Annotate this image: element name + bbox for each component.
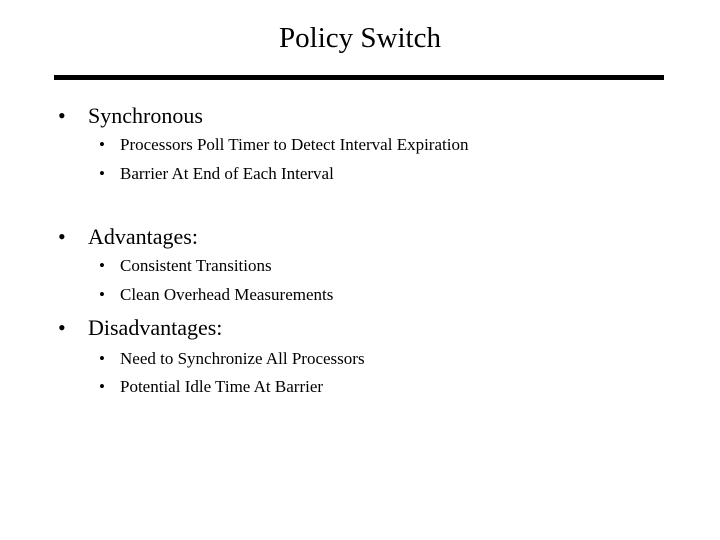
sub-bullet-text: Need to Synchronize All Processors bbox=[120, 349, 365, 368]
sub-bullet-glyph: • bbox=[99, 377, 105, 396]
sub-bullet-synchronize-processors bbox=[99, 349, 365, 369]
sub-bullet-glyph: • bbox=[99, 135, 105, 154]
sub-bullet-glyph: • bbox=[99, 285, 105, 304]
sub-bullet-text: Barrier At End of Each Interval bbox=[120, 164, 334, 183]
bullet-synchronous bbox=[58, 103, 203, 129]
sub-bullet-text: Potential Idle Time At Barrier bbox=[120, 377, 324, 396]
bullet-glyph: • bbox=[58, 103, 66, 128]
section-heading-synchronous: Synchronous bbox=[88, 103, 203, 128]
bullet-glyph: • bbox=[58, 224, 66, 249]
sub-bullet-clean-overhead bbox=[99, 285, 333, 305]
section-heading-disadvantages: Disadvantages: bbox=[88, 315, 223, 340]
sub-bullet-text: Processors Poll Timer to Detect Interval Expiration bbox=[120, 135, 469, 154]
sub-bullet-idle-time bbox=[99, 377, 323, 397]
sub-bullet-text: Consistent Transitions bbox=[120, 256, 272, 275]
bullet-advantages bbox=[58, 224, 198, 250]
bullet-disadvantages bbox=[58, 315, 222, 341]
section-heading-advantages: Advantages: bbox=[88, 224, 198, 249]
sub-bullet-glyph: • bbox=[99, 349, 105, 368]
sub-bullet-consistent-transitions bbox=[99, 256, 272, 276]
sub-bullet-glyph: • bbox=[99, 256, 105, 275]
sub-bullet-poll-timer bbox=[99, 135, 468, 155]
title-divider bbox=[54, 75, 664, 80]
sub-bullet-text: Clean Overhead Measurements bbox=[120, 285, 334, 304]
sub-bullet-barrier bbox=[99, 164, 334, 184]
slide-title: Policy Switch bbox=[279, 22, 441, 54]
bullet-glyph: • bbox=[58, 315, 66, 340]
sub-bullet-glyph: • bbox=[99, 164, 105, 183]
